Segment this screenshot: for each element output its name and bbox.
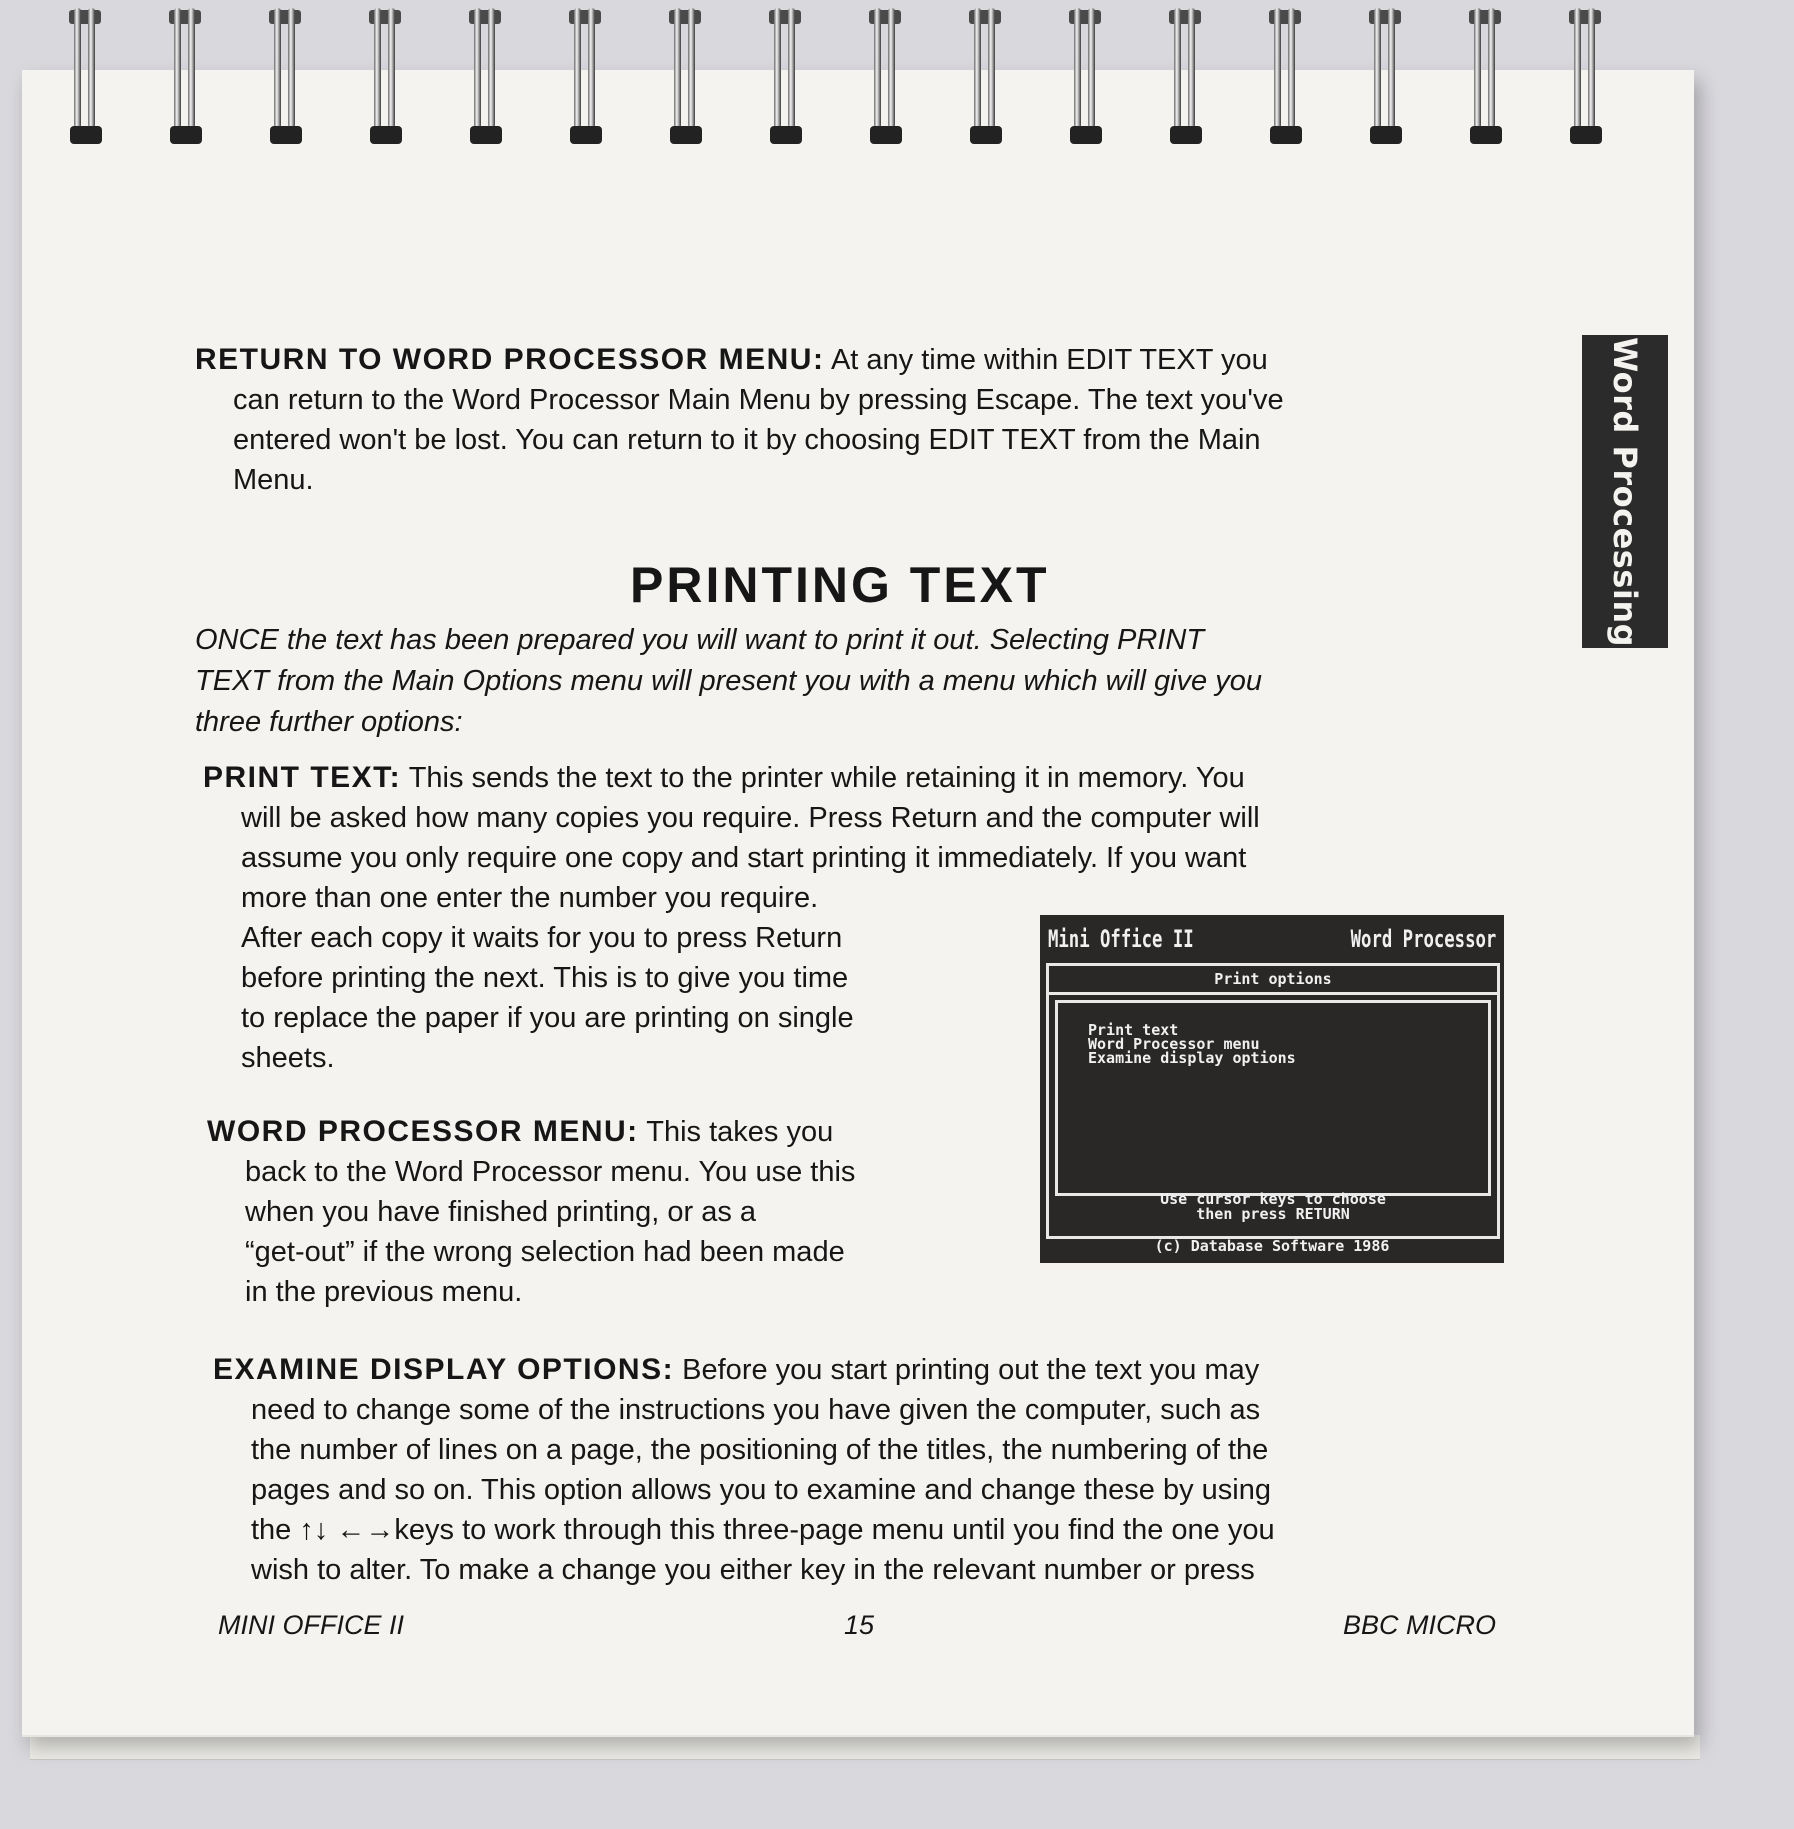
print-text-line-3: more than one enter the number you require. [241, 882, 819, 914]
return-line-1: can return to the Word Processor Main Menu by pressing Escape. The text you've [233, 384, 1284, 416]
print-text-line-6: to replace the paper if you are printing on single [241, 1002, 854, 1034]
screen-help-line2: then press RETURN [1196, 1205, 1350, 1223]
footer-right: BBC MICRO [1343, 1610, 1497, 1640]
wp-menu-line-3: “get-out” if the wrong selection had been made [245, 1236, 845, 1268]
screen-module-name: Word Processor [1350, 925, 1496, 953]
intro-line-1: TEXT from the Main Options menu will present you with a menu which will give you [195, 665, 1262, 697]
examine-line-2: the number of lines on a page, the positioning of the titles, the numbering of the [251, 1434, 1269, 1466]
wp-menu-line-1: back to the Word Processor menu. You use this [245, 1156, 856, 1188]
print-text-line-0: This sends the text to the printer while retaining it in memory. You [408, 762, 1245, 794]
examine-line-0: Before you start printing out the text you may [682, 1354, 1260, 1386]
wp-menu-line-2: when you have finished printing, or as a [245, 1196, 757, 1228]
screen-options [1088, 1023, 1296, 1065]
wp-menu-line-0: This takes you [646, 1116, 834, 1148]
section-tab [1582, 335, 1668, 648]
return-line-2: entered won't be lost. You can return to it by choosing EDIT TEXT from the Main [233, 424, 1261, 456]
print-text-heading: PRINT TEXT: [203, 761, 402, 794]
screen-option-print-text: Print text [1088, 1021, 1179, 1039]
screen-title-bar [1040, 915, 1504, 959]
screen-frame [1046, 963, 1500, 1239]
section-tab-label: Word Processing [1606, 336, 1644, 647]
bbc-screen [1040, 915, 1504, 1263]
wp-menu-section [207, 1112, 1007, 1312]
return-heading: RETURN TO WORD PROCESSOR MENU: [195, 343, 825, 376]
screen-option-examine: Examine display options [1088, 1049, 1296, 1067]
print-text-line-4: After each copy it waits for you to press Return [241, 922, 843, 954]
examine-line-5: wish to alter. To make a change you either key in the relevant number or press [251, 1554, 1255, 1586]
print-text-line-5: before printing the next. This is to give you time [241, 962, 849, 994]
page-title: PRINTING TEXT [630, 557, 1050, 613]
screen-copyright: (c) Database Software 1986 [1154, 1237, 1390, 1255]
print-text-line-2: assume you only require one copy and start printing it immediately. If you want [241, 842, 1247, 874]
screen-app-name: Mini Office II [1048, 925, 1194, 953]
wp-menu-line-4: in the previous menu. [245, 1276, 523, 1308]
examine-heading: EXAMINE DISPLAY OPTIONS: [213, 1353, 675, 1386]
intro-paragraph [195, 620, 1495, 743]
screen-header: Print options [1049, 966, 1497, 995]
screen-options-box [1055, 1000, 1491, 1196]
intro-line-0: ONCE the text has been prepared you will want to print it out. Selecting PRINT [195, 624, 1205, 656]
wp-menu-heading: WORD PROCESSOR MENU: [207, 1115, 639, 1148]
return-section [195, 340, 1515, 500]
examine-section [213, 1350, 1533, 1590]
intro-line-2: three further options: [195, 706, 463, 738]
print-text-line-1: will be asked how many copies you require. Press Return and the computer will [241, 802, 1260, 834]
footer-page-number: 15 [844, 1610, 875, 1640]
footer-left: MINI OFFICE II [218, 1610, 404, 1640]
print-text-line-7: sheets. [241, 1042, 335, 1074]
screen-help [1049, 1192, 1497, 1222]
return-line-3: Menu. [233, 464, 314, 496]
screen-option-wp-menu: Word Processor menu [1088, 1035, 1260, 1053]
examine-line-3: pages and so on. This option allows you to examine and change these by using [251, 1474, 1271, 1506]
examine-line-1: need to change some of the instructions you have given the computer, such as [251, 1394, 1261, 1426]
screen-help-line1: Use cursor keys to choose [1160, 1190, 1386, 1208]
examine-line-4: the ↑↓ ←→keys to work through this three-page menu until you find the one you [251, 1514, 1275, 1546]
return-line-0: At any time within EDIT TEXT you [830, 344, 1268, 376]
